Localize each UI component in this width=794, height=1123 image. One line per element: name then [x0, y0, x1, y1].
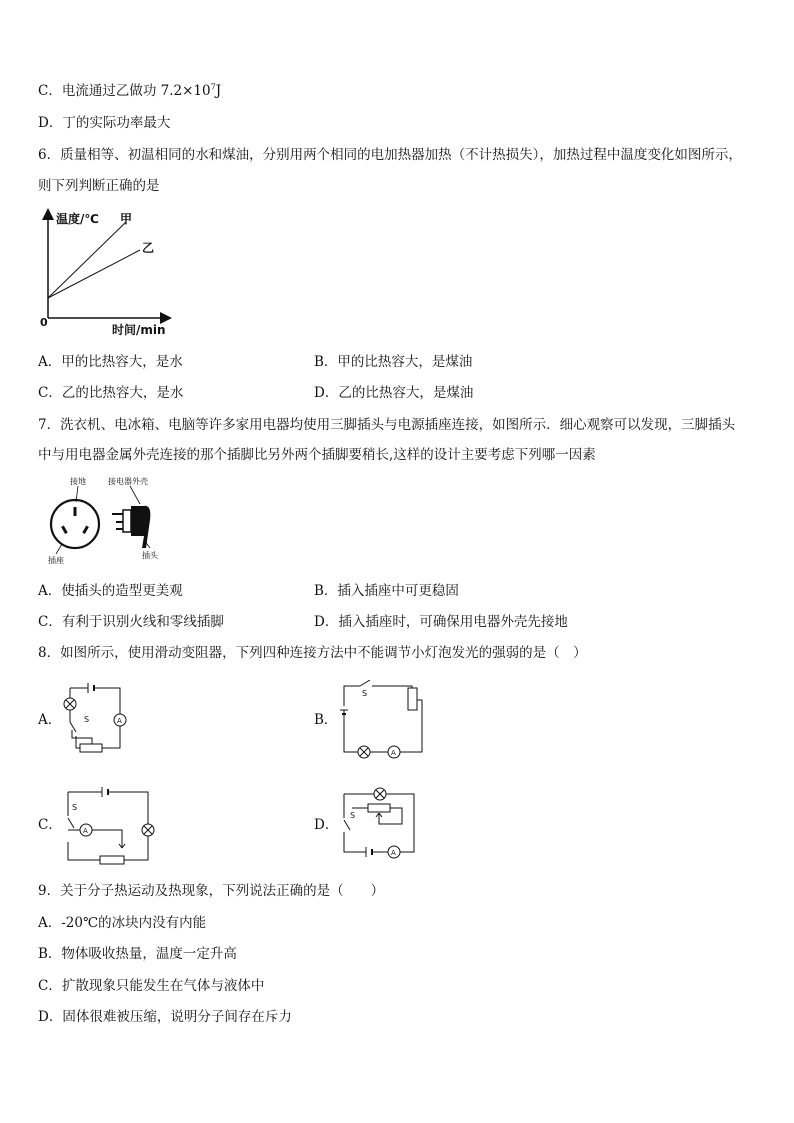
q6-x-label: 时间/min: [112, 323, 166, 337]
q8-label-a: A．: [38, 712, 62, 728]
q8a-rheostat: [80, 744, 102, 752]
q8b-rheostat: [408, 688, 417, 710]
q8-circuit-d: [338, 784, 438, 864]
q7-option-b: B．插入插座中可更稳固: [314, 583, 459, 599]
q9-option-c: C．扩散现象只能发生在气体与液体中: [38, 978, 265, 994]
q6-line-jia: [48, 222, 126, 298]
q8c-rheostat: [100, 856, 124, 864]
q8d-switch-label: S: [350, 811, 356, 820]
q8-circuit-a: [62, 680, 132, 760]
q8c-ammeter-label: A: [83, 827, 88, 835]
q7-plug-socket-figure: [40, 474, 180, 566]
q7-shell-label: 接电器外壳: [108, 477, 148, 486]
q6-origin-label: 0: [40, 316, 48, 329]
q6-option-c: C．乙的比热容大，是水: [38, 385, 184, 401]
q8d-ammeter-label: A: [391, 849, 396, 857]
q6-option-b: B．甲的比热容大，是煤油: [314, 354, 473, 370]
q8b-ammeter-label: A: [391, 749, 396, 757]
q8-label-d: D．: [314, 817, 339, 833]
q7-stem-line2: 中与用电器金属外壳连接的那个插脚比另外两个插脚要稍长,这样的设计主要考虑下列哪一因素: [38, 447, 596, 463]
q7-socket-label: 插座: [48, 556, 64, 565]
q8-stem: 8．如图所示，使用滑动变阻器，下列四种连接方法中不能调节小灯泡发光的强弱的是（ ）: [38, 645, 587, 661]
q8-label-c: C．: [38, 817, 62, 833]
q7-stem-line1: 7．洗衣机、电冰箱、电脑等许多家用电器均使用三脚插头与电源插座连接，如图所示．细心观察可以发现，三脚插头: [38, 417, 736, 433]
q6-stem-line1: 6．质量相等、初温相同的水和煤油，分别用两个相同的电加热器加热（不计热损失），加热过程中温度变化如图所示，: [38, 147, 742, 163]
q9-option-d: D．固体很难被压缩，说明分子间存在斥力: [38, 1009, 292, 1025]
q9-option-a: A．-20℃的冰块内没有内能: [38, 915, 207, 931]
q6-stem-line2: 则下列判断正确的是: [38, 178, 160, 194]
q6-option-a: A．甲的比热容大，是水: [38, 354, 183, 370]
q7-ground-label: 接地: [70, 477, 86, 486]
q8a-ammeter-label: A: [117, 717, 122, 725]
q7-option-c: C．有利于识别火线和零线插脚: [38, 614, 224, 630]
q8c-switch-label: S: [72, 803, 78, 812]
q6-line-jia-label: 甲: [120, 212, 133, 226]
q8d-rheostat: [368, 804, 390, 812]
q5-option-c-text: C．电流通过乙做功 7.2×10: [38, 83, 211, 99]
q6-line-yi-label: 乙: [142, 241, 155, 255]
q5-option-c-exponent: 7: [210, 82, 216, 92]
q6-y-label: 温度/℃: [56, 212, 99, 226]
q6-temperature-graph: [36, 208, 186, 338]
q5-option-d: D．丁的实际功率最大: [38, 115, 171, 131]
q8b-switch-label: S: [362, 689, 368, 698]
q8a-switch-label: S: [84, 715, 90, 724]
q7-option-d: D．插入插座时，可确保用电器外壳先接地: [314, 614, 568, 630]
q7-plug: [112, 506, 150, 548]
q5-option-c-unit: J: [215, 83, 222, 99]
q8-circuit-b: [338, 680, 428, 760]
q5-option-c: [38, 82, 221, 100]
q7-plug-label: 插头: [142, 551, 158, 560]
q8-label-b: B．: [314, 712, 338, 728]
q9-option-b: B．物体吸收热量，温度一定升高: [38, 946, 237, 962]
q7-option-a: A．使插头的造型更美观: [38, 583, 183, 599]
q6-line-yi: [48, 250, 140, 298]
q8-circuit-c: [62, 786, 162, 866]
q9-stem: 9．关于分子热运动及热现象，下列说法正确的是（ ）: [38, 883, 385, 899]
q6-option-d: D．乙的比热容大，是煤油: [314, 385, 474, 401]
